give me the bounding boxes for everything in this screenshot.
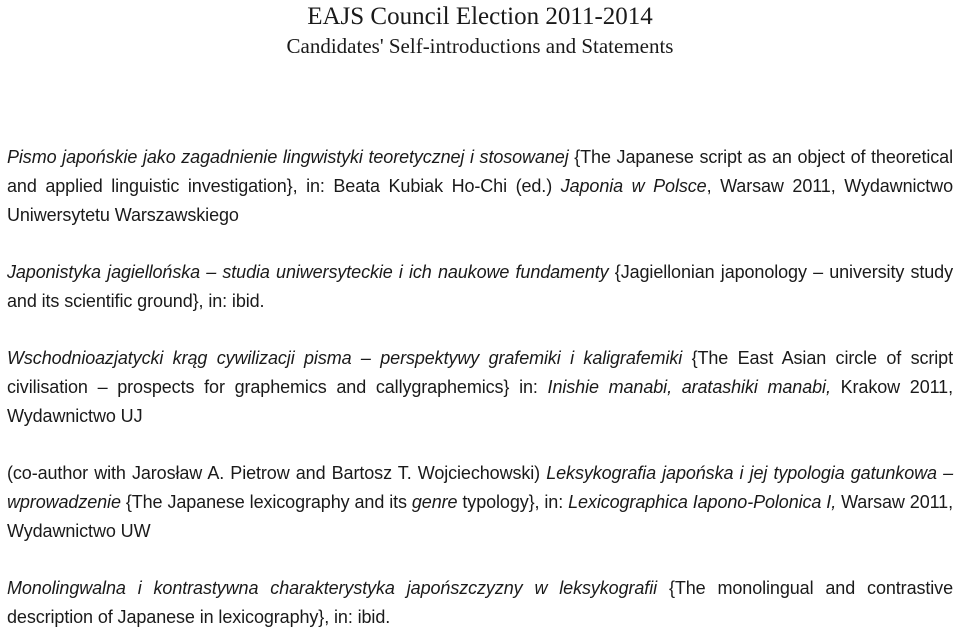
publication-entry xyxy=(7,574,953,632)
emphasis-term: genre xyxy=(411,492,458,512)
publication-entry xyxy=(7,143,953,230)
publication-imprint: , Warsaw 2011, Wydawnictwo Uniwersytetu Warszawskiego xyxy=(7,176,953,225)
book-title: Inishie manabi, aratashiki manabi, xyxy=(547,377,831,397)
publication-title: Wschodnioazjatycki krąg cywilizacji pisma – perspektywy grafemiki i kaligrafemiki xyxy=(7,348,683,368)
book-title: Japonia w Polsce xyxy=(560,176,707,196)
publication-imprint: Warsaw 2011, Wydawnictwo UW xyxy=(7,492,953,541)
publication-entry xyxy=(7,459,953,546)
publication-entry xyxy=(7,258,953,316)
publication-details: {The Japanese script as an object of theoretical and applied linguistic investigation}, in: Beata Kubiak Ho-Chi (ed.) xyxy=(7,147,953,196)
publication-details: {Jagiellonian japonology – university study and its scientific ground}, in: ibid. xyxy=(7,262,953,311)
publication-details: {The East Asian circle of script civilisation – prospects for graphemics and callygraphemics} in: xyxy=(7,348,953,397)
publication-details-cont: typology}, in: xyxy=(457,492,569,512)
co-author-note: (co-author with Jarosław A. Pietrow and Bartosz T. Wojciechowski) xyxy=(7,463,547,483)
publication-details: {The Japanese lexicography and its xyxy=(120,492,412,512)
page-title: EAJS Council Election 2011-2014 xyxy=(307,3,653,30)
publication-title: Japonistyka jagiellońska – studia uniwersyteckie i ich naukowe fundamenty xyxy=(7,262,609,282)
page-subtitle: Candidates' Self-introductions and Statements xyxy=(286,34,674,58)
publication-list xyxy=(7,143,953,632)
publication-title: Leksykografia japońska i jej typologia gatunkowa – wprowadzenie xyxy=(7,463,953,512)
publication-details: {The monolingual and contrastive description of Japanese in lexicography}, in: ibid. xyxy=(7,578,953,627)
publication-title: Monolingwalna i kontrastywna charakterystyka japońszczyzny w leksykografii xyxy=(7,578,658,598)
publication-title: Pismo japońskie jako zagadnienie lingwistyki teoretycznej i stosowanej xyxy=(7,147,569,167)
book-title: Lexicographica Iapono-Polonica I, xyxy=(568,492,837,512)
page-header xyxy=(0,0,960,60)
publication-imprint: Krakow 2011, Wydawnictwo UJ xyxy=(7,377,953,426)
publication-entry xyxy=(7,344,953,431)
